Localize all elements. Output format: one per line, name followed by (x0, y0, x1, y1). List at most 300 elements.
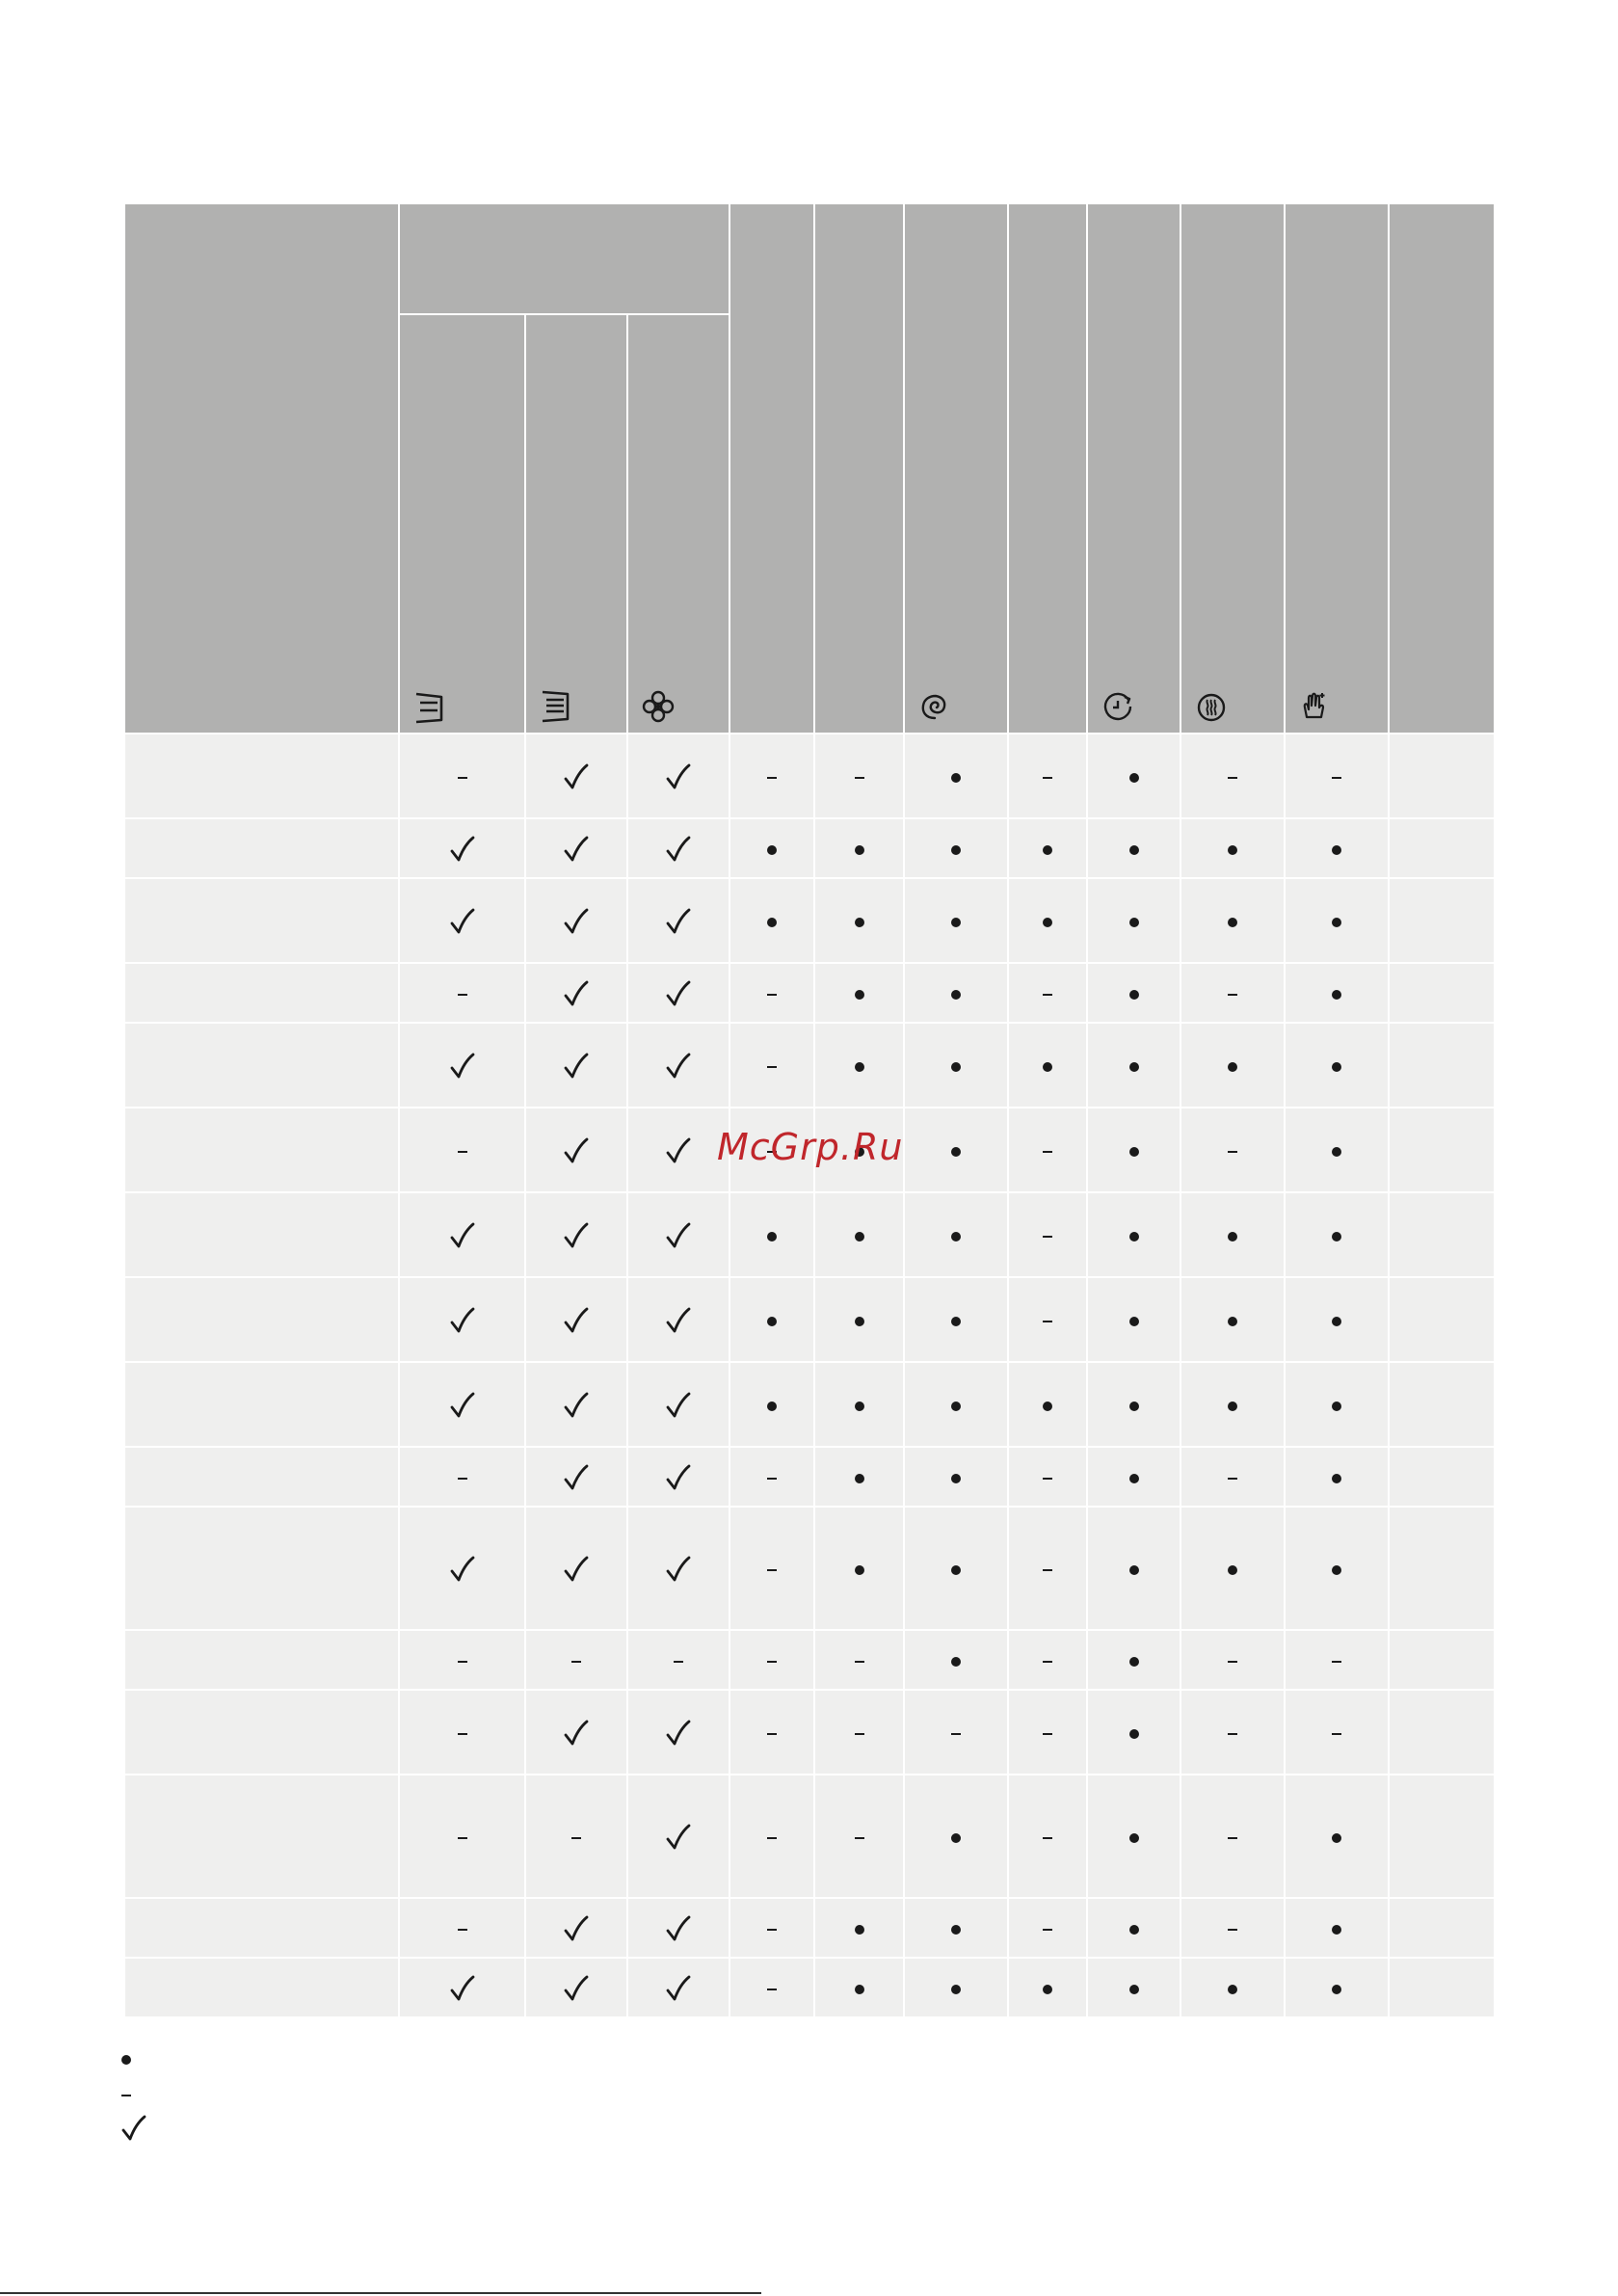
dash-icon (767, 1929, 777, 1931)
row-programme-cell (124, 1362, 399, 1447)
option-cell (1008, 734, 1087, 818)
row-programme-cell (124, 1630, 399, 1690)
dash-icon (855, 777, 864, 779)
row-programme-cell (124, 1108, 399, 1192)
empty-cell (1389, 963, 1495, 1023)
empty-cell (1389, 1690, 1495, 1775)
option-cell (399, 1690, 525, 1775)
option-cell (525, 1192, 627, 1277)
option-cell (1087, 1898, 1180, 1958)
option-cell (627, 1023, 729, 1108)
empty-cell (1389, 1630, 1495, 1690)
empty-cell (1389, 878, 1495, 963)
option-cell (525, 1023, 627, 1108)
bullet-dot-icon (1332, 1317, 1341, 1326)
dash-icon (767, 1569, 777, 1571)
header-programme-column (124, 203, 399, 734)
dash-icon (1228, 777, 1237, 779)
option-cell (399, 1630, 525, 1690)
option-cell (1180, 1108, 1285, 1192)
checkmark-icon (119, 2115, 148, 2144)
option-cell (1087, 1630, 1180, 1690)
option-cell (525, 1108, 627, 1192)
checkmark-icon (664, 1464, 693, 1493)
option-cell (1285, 1277, 1389, 1362)
option-cell (814, 1958, 904, 2017)
bullet-dot-icon (1332, 1232, 1341, 1241)
option-cell (1180, 878, 1285, 963)
option-cell (1180, 734, 1285, 818)
option-cell (1180, 1690, 1285, 1775)
table-row (124, 1023, 1495, 1108)
dash-icon (1043, 1733, 1052, 1735)
option-cell (1180, 1630, 1285, 1690)
option-cell (729, 1192, 814, 1277)
option-cell (1285, 1630, 1389, 1690)
checkmark-icon (664, 1975, 693, 2004)
option-cell (1285, 1023, 1389, 1108)
option-cell (1285, 1192, 1389, 1277)
option-cell (814, 1898, 904, 1958)
row-programme-cell (124, 1447, 399, 1507)
dash-icon (1043, 1151, 1052, 1153)
row-programme-cell (124, 1775, 399, 1898)
bullet-dot-icon (1332, 1474, 1341, 1483)
bullet-dot-icon (767, 1402, 777, 1411)
option-cell (1180, 1023, 1285, 1108)
dash-icon (951, 1733, 961, 1735)
option-cell (1008, 818, 1087, 878)
header-col-5 (814, 203, 904, 734)
option-cell (627, 818, 729, 878)
bullet-dot-icon (767, 1232, 777, 1241)
option-cell (1285, 734, 1389, 818)
option-cell (904, 734, 1008, 818)
row-programme-cell (124, 734, 399, 818)
bullet-dot-icon (1129, 1985, 1139, 1994)
option-cell (1180, 1277, 1285, 1362)
checkmark-icon (664, 1222, 693, 1251)
row-programme-cell (124, 878, 399, 963)
option-cell (729, 1023, 814, 1108)
bullet-dot-icon (1129, 773, 1139, 783)
table-row (124, 1507, 1495, 1630)
header-col-steam (1180, 203, 1285, 734)
option-cell (525, 1775, 627, 1898)
bullet-dot-icon (1129, 1657, 1139, 1667)
option-cell (729, 1630, 814, 1690)
header-col-spiral (904, 203, 1008, 734)
table-row (124, 1775, 1495, 1898)
option-cell (627, 1958, 729, 2017)
empty-cell (1389, 1958, 1495, 2017)
bullet-dot-icon (855, 845, 864, 855)
checkmark-icon (664, 980, 693, 1009)
option-cell (1008, 1775, 1087, 1898)
option-cell (627, 1775, 729, 1898)
checkmark-icon (448, 1975, 477, 2004)
bullet-dot-icon (1228, 845, 1237, 855)
option-cell (399, 1192, 525, 1277)
option-cell (399, 1898, 525, 1958)
option-cell (1285, 1690, 1389, 1775)
option-cell (1008, 1108, 1087, 1192)
bullet-dot-icon (951, 1317, 961, 1326)
row-programme-cell (124, 1958, 399, 2017)
dash-icon (767, 1989, 777, 1990)
checkmark-icon (664, 1720, 693, 1749)
option-cell (525, 1898, 627, 1958)
option-cell (904, 1690, 1008, 1775)
header-spin-col-2 (525, 314, 627, 734)
bullet-dot-icon (855, 1565, 864, 1575)
bullet-dot-icon (951, 918, 961, 927)
option-cell (1285, 1362, 1389, 1447)
header-col-7 (1008, 203, 1087, 734)
option-cell (729, 1277, 814, 1362)
checkmark-icon (448, 1556, 477, 1585)
checkmark-icon (664, 1307, 693, 1336)
checkmark-icon (562, 1720, 591, 1749)
option-cell (1008, 1277, 1087, 1362)
option-cell (904, 1108, 1008, 1192)
option-cell (627, 963, 729, 1023)
bullet-dot-icon (1043, 918, 1052, 927)
checkmark-icon (448, 908, 477, 937)
option-cell (1180, 1362, 1285, 1447)
checkmark-icon (562, 1556, 591, 1585)
option-cell (1008, 1898, 1087, 1958)
option-cell (525, 878, 627, 963)
option-cell (729, 734, 814, 818)
row-programme-cell (124, 1690, 399, 1775)
checkmark-icon (562, 1222, 591, 1251)
checkmark-icon (664, 908, 693, 937)
bullet-dot-icon (1043, 845, 1052, 855)
option-cell (814, 1447, 904, 1507)
option-cell (399, 1447, 525, 1507)
dash-icon (1228, 1661, 1237, 1663)
steam-icon (1193, 688, 1230, 725)
bullet-dot-icon (951, 1474, 961, 1483)
option-cell (399, 1108, 525, 1192)
watermark-text: McGrp.Ru (717, 1126, 904, 1168)
option-cell (814, 818, 904, 878)
table-row (124, 1447, 1495, 1507)
dash-icon (1228, 1733, 1237, 1735)
bullet-dot-icon (855, 1925, 864, 1935)
checkmark-icon (448, 1053, 477, 1081)
dash-icon (1332, 777, 1341, 779)
dash-icon (1043, 1569, 1052, 1571)
option-cell (399, 1277, 525, 1362)
option-cell (904, 1507, 1008, 1630)
option-cell (399, 734, 525, 818)
option-cell (814, 1507, 904, 1630)
dash-icon (1043, 1929, 1052, 1931)
table-row (124, 818, 1495, 878)
dash-icon (458, 1733, 467, 1735)
option-cell (904, 1958, 1008, 2017)
option-cell (399, 818, 525, 878)
dash-icon (1043, 777, 1052, 779)
bullet-dot-icon (1332, 990, 1341, 1000)
option-cell (904, 1023, 1008, 1108)
bullet-dot-icon (951, 1925, 961, 1935)
empty-cell (1389, 1775, 1495, 1898)
option-cell (1008, 1630, 1087, 1690)
dash-icon (458, 1661, 467, 1663)
option-cell (627, 734, 729, 818)
empty-cell (1389, 1362, 1495, 1447)
option-cell (814, 1362, 904, 1447)
option-cell (1087, 878, 1180, 963)
option-cell (1087, 1775, 1180, 1898)
dash-icon (855, 1661, 864, 1663)
bullet-dot-icon (1228, 1317, 1237, 1326)
dash-icon (1228, 1151, 1237, 1153)
table-row (124, 1192, 1495, 1277)
option-cell (627, 1277, 729, 1362)
option-cell (814, 1690, 904, 1775)
option-cell (904, 1362, 1008, 1447)
empty-cell (1389, 1447, 1495, 1507)
table-row (124, 1630, 1495, 1690)
option-cell (1087, 1277, 1180, 1362)
bullet-dot-icon (121, 2055, 131, 2065)
dash-icon (121, 2095, 131, 2096)
option-cell (904, 1898, 1008, 1958)
option-cell (1180, 963, 1285, 1023)
header-col-4 (729, 203, 814, 734)
dash-icon (571, 1661, 581, 1663)
options-table-body (124, 734, 1495, 2017)
option-cell (627, 1630, 729, 1690)
bullet-dot-icon (1332, 1147, 1341, 1157)
header-col-timer (1087, 203, 1180, 734)
empty-cell (1389, 734, 1495, 818)
option-cell (904, 818, 1008, 878)
option-cell (904, 963, 1008, 1023)
dash-icon (458, 994, 467, 996)
option-cell (399, 963, 525, 1023)
dash-icon (1228, 1837, 1237, 1839)
bullet-dot-icon (767, 918, 777, 927)
checkmark-icon (562, 836, 591, 865)
option-cell (525, 1447, 627, 1507)
checkmark-icon (664, 1915, 693, 1944)
option-cell (525, 734, 627, 818)
bullet-dot-icon (1228, 1565, 1237, 1575)
table-row (124, 1898, 1495, 1958)
option-cell (525, 1958, 627, 2017)
option-cell (525, 1277, 627, 1362)
hand-icon (1297, 688, 1334, 725)
table-row (124, 1362, 1495, 1447)
dash-icon (1043, 1321, 1052, 1322)
option-cell (729, 1362, 814, 1447)
checkmark-icon (664, 1824, 693, 1853)
option-cell (814, 1277, 904, 1362)
empty-cell (1389, 1898, 1495, 1958)
bullet-dot-icon (1043, 1402, 1052, 1411)
option-cell (1285, 1958, 1389, 2017)
bullet-dot-icon (951, 845, 961, 855)
table-row (124, 1958, 1495, 2017)
option-cell (525, 1507, 627, 1630)
option-cell (814, 1630, 904, 1690)
bullet-dot-icon (1129, 845, 1139, 855)
page-bottom-rule (0, 2292, 761, 2294)
bullet-dot-icon (855, 1062, 864, 1072)
dash-icon (767, 1661, 777, 1663)
table-row (124, 878, 1495, 963)
option-cell (399, 1775, 525, 1898)
checkmark-icon (664, 1556, 693, 1585)
option-cell (1285, 1898, 1389, 1958)
row-programme-cell (124, 1192, 399, 1277)
checkmark-icon (562, 1053, 591, 1081)
option-cell (904, 1447, 1008, 1507)
option-cell (399, 1023, 525, 1108)
option-cell (1180, 1447, 1285, 1507)
checkmark-icon (664, 1137, 693, 1166)
option-cell (399, 878, 525, 963)
option-cell (729, 1690, 814, 1775)
empty-cell (1389, 1023, 1495, 1108)
option-cell (525, 963, 627, 1023)
dash-icon (458, 1478, 467, 1480)
option-cell (1180, 1775, 1285, 1898)
bullet-dot-icon (1129, 1062, 1139, 1072)
bullet-dot-icon (1332, 918, 1341, 927)
header-spin-col-3 (627, 314, 729, 734)
checkmark-icon (562, 908, 591, 937)
option-cell (627, 1192, 729, 1277)
bullet-dot-icon (1332, 1062, 1341, 1072)
dash-icon (767, 1733, 777, 1735)
option-cell (627, 1362, 729, 1447)
row-programme-cell (124, 818, 399, 878)
dash-icon (767, 1837, 777, 1839)
checkmark-icon (562, 1975, 591, 2004)
checkmark-icon (562, 1392, 591, 1421)
checkmark-icon (562, 763, 591, 792)
bullet-dot-icon (1129, 1833, 1139, 1843)
option-cell (904, 1630, 1008, 1690)
bullet-dot-icon (1332, 1925, 1341, 1935)
option-cell (1087, 1690, 1180, 1775)
bullet-dot-icon (1129, 1474, 1139, 1483)
checkmark-icon (664, 763, 693, 792)
option-cell (1180, 1898, 1285, 1958)
option-cell (1285, 1447, 1389, 1507)
row-programme-cell (124, 1023, 399, 1108)
bullet-dot-icon (1228, 1062, 1237, 1072)
bullet-dot-icon (951, 1657, 961, 1667)
option-cell (1180, 1958, 1285, 2017)
bullet-dot-icon (1043, 1062, 1052, 1072)
bullet-dot-icon (1228, 1402, 1237, 1411)
dash-icon (458, 1837, 467, 1839)
bullet-dot-icon (951, 773, 961, 783)
option-cell (1285, 1108, 1389, 1192)
dash-icon (1228, 994, 1237, 996)
option-cell (904, 878, 1008, 963)
header-col-hand (1285, 203, 1389, 734)
option-cell (1285, 963, 1389, 1023)
dash-icon (1332, 1661, 1341, 1663)
dash-icon (1043, 1837, 1052, 1839)
row-programme-cell (124, 963, 399, 1023)
table-row (124, 734, 1495, 818)
option-cell (1180, 1192, 1285, 1277)
option-cell (1180, 1507, 1285, 1630)
row-programme-cell (124, 1507, 399, 1630)
option-cell (1180, 818, 1285, 878)
option-cell (814, 1023, 904, 1108)
option-cell (814, 878, 904, 963)
row-programme-cell (124, 1898, 399, 1958)
bullet-dot-icon (1228, 1232, 1237, 1241)
table-row (124, 1690, 1495, 1775)
header-spin-group (399, 203, 729, 314)
bullet-dot-icon (1228, 918, 1237, 927)
option-cell (1087, 1362, 1180, 1447)
bullet-dot-icon (1129, 1402, 1139, 1411)
dash-icon (767, 994, 777, 996)
checkmark-icon (664, 836, 693, 865)
option-cell (1285, 1507, 1389, 1630)
option-cell (729, 878, 814, 963)
option-cell (904, 1277, 1008, 1362)
bullet-dot-icon (951, 1062, 961, 1072)
bullet-dot-icon (1043, 1985, 1052, 1994)
checkmark-icon (448, 1222, 477, 1251)
option-cell (525, 1630, 627, 1690)
option-cell (627, 1108, 729, 1192)
option-cell (729, 818, 814, 878)
checkmark-icon (664, 1392, 693, 1421)
bullet-dot-icon (951, 1147, 961, 1157)
option-cell (1285, 818, 1389, 878)
bullet-dot-icon (855, 990, 864, 1000)
option-cell (399, 1507, 525, 1630)
empty-cell (1389, 818, 1495, 878)
bullet-dot-icon (951, 1402, 961, 1411)
option-cell (1087, 1958, 1180, 2017)
option-cell (729, 1958, 814, 2017)
dash-icon (458, 1151, 467, 1153)
checkmark-icon (562, 1915, 591, 1944)
bullet-dot-icon (767, 1317, 777, 1326)
checkmark-icon (664, 1053, 693, 1081)
dash-icon (1043, 994, 1052, 996)
option-cell (1087, 963, 1180, 1023)
checkmark-icon (448, 1307, 477, 1336)
header-spin-col-1 (399, 314, 525, 734)
checkmark-icon (562, 980, 591, 1009)
bullet-dot-icon (1129, 1565, 1139, 1575)
programme-options-table (123, 202, 1496, 2018)
option-cell (1008, 1958, 1087, 2017)
dash-icon (1043, 1236, 1052, 1238)
option-cell (627, 1447, 729, 1507)
option-cell (814, 1192, 904, 1277)
bullet-dot-icon (1129, 1232, 1139, 1241)
bullet-dot-icon (1129, 1147, 1139, 1157)
bullet-dot-icon (1332, 1402, 1341, 1411)
